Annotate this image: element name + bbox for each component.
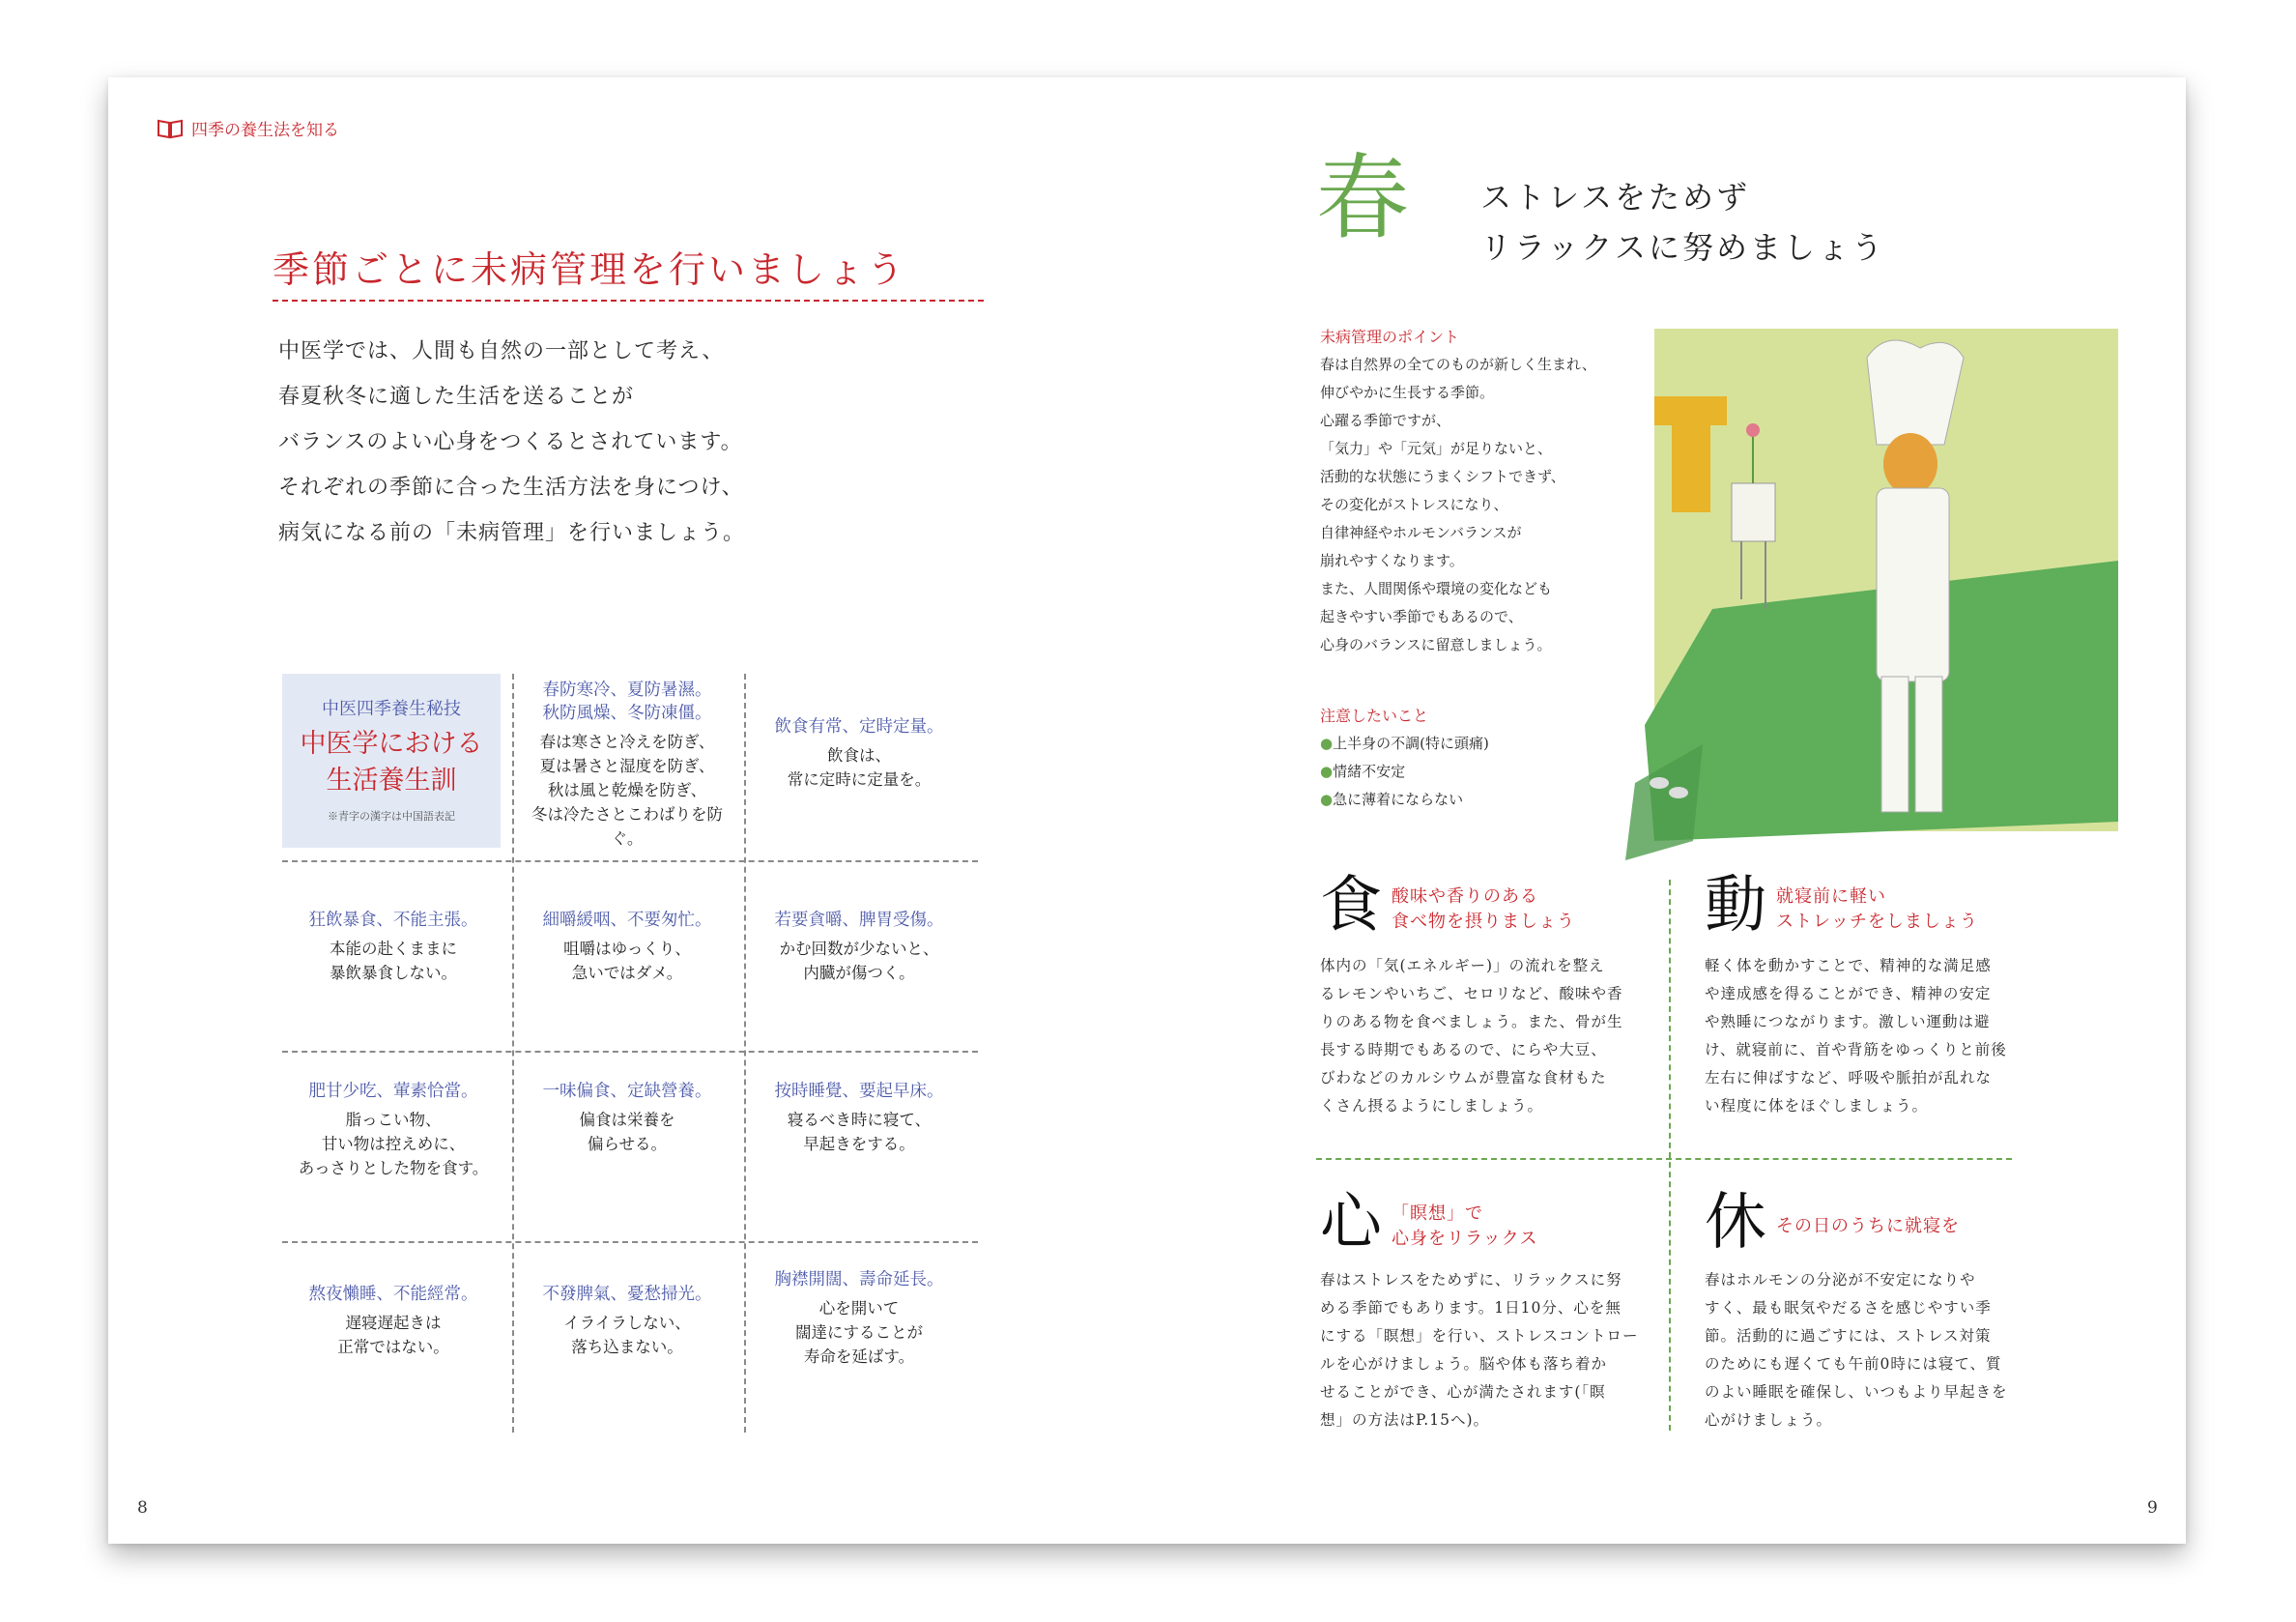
section-body-line: 長する時期でもあるので、にらや大豆、 (1320, 1041, 1607, 1058)
point-heading: 未病管理のポイント (1320, 328, 1460, 346)
section-body-line: くさん摂るようにしましょう。 (1320, 1097, 1544, 1115)
precept-chinese-line: 按時睡覺、要起早床。 (774, 1082, 944, 1101)
section-body-line: 春はストレスをためずに、リラックスに努 (1320, 1271, 1622, 1289)
precept-line: 闊達にすることが (795, 1323, 923, 1342)
section-body-line: める季節でもあります。1日10分、心を無 (1320, 1299, 1622, 1317)
section-body (1320, 952, 1658, 1120)
page-number: 9 (2147, 1498, 2158, 1518)
caution-item (1320, 758, 1610, 786)
section-heading (1392, 1202, 1537, 1252)
intro-line: 病気になる前の「未病管理」を行いましょう。 (278, 521, 746, 545)
precept-chinese (748, 909, 970, 932)
point-line: 心躍る季節ですが、 (1320, 412, 1451, 429)
section-body-line: 想」の方法はP.15へ)。 (1320, 1411, 1489, 1429)
precept-line: 秋は風と乾燥を防ぎ、 (547, 781, 707, 799)
section-body-line: 心がけましょう。 (1705, 1411, 1833, 1429)
precept-japanese (748, 937, 970, 985)
precept-line: 本能の赴くままに (330, 940, 457, 958)
caution-item-text: 上半身の不調(特に頭痛) (1333, 735, 1489, 752)
caution-heading: 注意したいこと (1320, 707, 1429, 725)
precept-japanese (516, 730, 738, 851)
precept-chinese (282, 1080, 504, 1103)
precept-line: 甘い物は控えめに、 (321, 1135, 466, 1153)
section-heading (1776, 884, 1978, 935)
precept-chinese-line: 熬夜懶睡、不能經常。 (308, 1285, 478, 1304)
section-kanji: 休 (1705, 1187, 1766, 1259)
precept-japanese (516, 937, 738, 985)
precept-line: 偏らせる。 (587, 1135, 667, 1153)
section-body-line: 体内の「気(エネルギー)」の流れを整え (1320, 957, 1605, 974)
precept-chinese-line: 肥甘少吃、葷素恰當。 (308, 1082, 478, 1101)
precept-line: 遅寝遅起きは (345, 1314, 442, 1332)
section-body (1320, 1266, 1658, 1434)
section-body-line: け、就寝前に、首や背筋をゆっくりと前後 (1705, 1041, 2007, 1058)
point-line: 崩れやすくなります。 (1320, 552, 1464, 569)
grid-divider (282, 1051, 978, 1053)
season-headline-line: ストレスをためず (1480, 179, 1751, 216)
section-body (1705, 1266, 2043, 1434)
precepts-note: ※青字の漢字は中国語表記 (328, 810, 455, 823)
section-heading (1392, 884, 1575, 935)
section-label: 四季の養生法を知る (191, 121, 339, 140)
intro-paragraph (278, 329, 955, 556)
precept-line: 偏食は栄養を (579, 1111, 675, 1129)
precept-cell (516, 909, 738, 985)
precept-chinese (516, 1080, 738, 1103)
precept-chinese-line: 若要貪嚼、脾胃受傷。 (774, 911, 944, 930)
section-body-line: のためにも遅くても午前0時には寝て、質 (1705, 1355, 2002, 1373)
caution-item (1320, 786, 1610, 814)
precept-cell (516, 1080, 738, 1156)
precepts-subtitle: 中医四季養生秘技 (322, 699, 461, 719)
precept-chinese (516, 909, 738, 932)
precept-cell (748, 1080, 970, 1156)
section-heading-line: ストレッチをしましょう (1776, 912, 1978, 932)
section-body-line: や熟睡につながります。激しい運動は避 (1705, 1013, 1991, 1030)
precept-chinese (748, 715, 970, 739)
intro-line: 春夏秋冬に適した生活を送ることが (278, 385, 635, 409)
precept-chinese (516, 679, 738, 725)
precepts-title-box (282, 674, 501, 848)
precept-chinese-line: 飲食有常、定時定量。 (774, 717, 944, 737)
section-heading (1776, 1214, 1960, 1239)
precept-line: 心を開いて (818, 1299, 900, 1318)
point-line: 「気力」や「元気」が足りないと、 (1320, 440, 1553, 457)
section-body-line: りのある物を食べましょう。また、骨が生 (1320, 1013, 1623, 1030)
title-divider (273, 300, 984, 302)
precept-chinese-line: 胸襟開闊、壽命延長。 (774, 1270, 944, 1289)
precepts-title-line: 中医学における (300, 729, 483, 759)
grid-divider (744, 674, 746, 1433)
point-line: 自律神経やホルモンバランスが (1320, 524, 1522, 541)
precept-japanese (748, 1108, 970, 1156)
section-body (1705, 952, 2043, 1120)
bullet-icon: ● (1320, 791, 1334, 808)
precept-japanese (516, 1311, 738, 1359)
section-header (157, 116, 339, 140)
bullet-icon: ● (1320, 735, 1334, 752)
grid-divider (282, 1241, 978, 1243)
point-line: その変化がストレスになり、 (1320, 496, 1508, 513)
page-number: 8 (137, 1498, 148, 1518)
precept-line: 寝るべき時に寝て、 (787, 1111, 932, 1129)
section-kanji: 食 (1320, 870, 1382, 941)
section-body-line: のよい睡眠を確保し、いつもより早起きを (1705, 1383, 2008, 1401)
section-divider (1316, 1158, 2012, 1160)
section-body-line: びわなどのカルシウムが豊富な食材もた (1320, 1069, 1607, 1086)
grid-divider (512, 674, 514, 1433)
section-body-line: 節。活動的に過ごすには、ストレス対策 (1705, 1327, 1992, 1345)
grid-divider (282, 860, 978, 862)
precept-chinese-line: 春防寒冷、夏防暑濕。 (542, 681, 712, 700)
precept-line: あっさりとした物を食す。 (298, 1159, 489, 1177)
precept-line: 春は寒さと冷えを防ぎ、 (539, 733, 715, 751)
precepts-title-line: 生活養生訓 (326, 766, 457, 796)
precept-chinese (282, 1283, 504, 1306)
section-body-line: ルを心がけましょう。脳や体も落ち着か (1320, 1355, 1608, 1373)
season-headline (1480, 172, 1885, 273)
precept-cell (282, 1283, 504, 1359)
precept-line: 急いではダメ。 (571, 964, 683, 982)
section-heading-line: その日のうちに就寝を (1776, 1216, 1960, 1236)
section-heading-line: 食べ物を摂りましょう (1392, 912, 1575, 932)
precept-cell (282, 909, 504, 985)
point-line: また、人間関係や環境の変化なども (1320, 580, 1553, 597)
section-body-line: い程度に体をほぐしましょう。 (1705, 1097, 1929, 1115)
precept-line: 早起きをする。 (803, 1135, 915, 1153)
precept-chinese-line: 細嚼緩咽、不要匆忙。 (542, 911, 712, 930)
caution-item-text: 情緒不安定 (1333, 763, 1406, 780)
bullet-icon: ● (1320, 763, 1334, 780)
precept-japanese (748, 1296, 970, 1369)
point-line: 心身のバランスに留意しましょう。 (1320, 636, 1552, 653)
precept-chinese-line: 狂飲暴食、不能主張。 (308, 911, 478, 930)
season-headline-line: リラックスに努めましょう (1480, 229, 1886, 266)
precept-line: 暴飲暴食しない。 (330, 964, 457, 982)
section-body-line: にする「瞑想」を行い、ストレスコントロー (1320, 1327, 1639, 1345)
precept-chinese-line: 不發脾氣、憂愁掃光。 (542, 1285, 712, 1304)
precepts-title (282, 726, 501, 799)
precept-line: 正常ではない。 (337, 1338, 449, 1356)
point-line: 春は自然界の全てのものが新しく生まれ、 (1320, 356, 1596, 373)
precept-chinese (748, 1268, 970, 1291)
precept-chinese-line: 秋防風燥、冬防凍僵。 (542, 704, 712, 723)
precept-line: 落ち込まない。 (571, 1338, 683, 1356)
book-icon (157, 118, 184, 139)
precept-cell (748, 715, 970, 792)
section-kanji: 心 (1320, 1187, 1382, 1259)
spring-stretch-illustration (1587, 319, 2172, 889)
precept-line: 飲食は、 (827, 746, 891, 765)
season-kanji: 春 (1316, 144, 1409, 252)
point-paragraph (1320, 351, 1649, 659)
precept-japanese (282, 1108, 504, 1180)
precept-line: 脂っこい物、 (345, 1111, 442, 1129)
precept-japanese (748, 743, 970, 792)
section-body-line: や達成感を得ることができ、精神の安定 (1705, 985, 1992, 1002)
section-body-line: 軽く体を動かすことで、精神的な満足感 (1705, 957, 1992, 974)
section-body-line: すく、最も眠気やだるさを感じやすい季 (1705, 1299, 1992, 1317)
precept-line: 夏は暑さと湿度を防ぎ、 (539, 757, 715, 775)
precept-line: 咀嚼はゆっくり、 (563, 940, 691, 958)
point-line: 伸びやかに生長する季節。 (1320, 384, 1495, 401)
point-line: 起きやすい季節でもあるので、 (1320, 608, 1523, 625)
precept-line: 常に定時に定量を。 (787, 770, 932, 789)
section-body-line: 左右に伸ばすなど、呼吸や脈拍が乱れな (1705, 1069, 1993, 1086)
precept-line: 内臓が傷つく。 (803, 964, 915, 982)
intro-line: 中医学では、人間も自然の一部として考え、 (278, 339, 725, 363)
precept-line: 冬は冷たさとこわばりを防ぐ。 (531, 805, 723, 848)
precept-japanese (282, 937, 504, 985)
precept-chinese (748, 1080, 970, 1103)
magazine-spread (108, 77, 2186, 1544)
page-title: 季節ごとに未病管理を行いましょう (273, 248, 907, 291)
section-body-line: るレモンやいちご、セロリなど、酸味や香 (1320, 985, 1623, 1002)
precept-cell (516, 679, 738, 851)
precept-japanese (282, 1311, 504, 1359)
section-body-line: 春はホルモンの分泌が不安定になりや (1705, 1271, 1976, 1289)
precept-cell (748, 909, 970, 985)
precept-chinese (282, 909, 504, 932)
section-heading-line: 「瞑想」で (1392, 1203, 1483, 1224)
point-line: 活動的な状態にうまくシフトできず、 (1320, 468, 1565, 485)
section-kanji: 動 (1705, 870, 1766, 941)
caution-item-text: 急に薄着にならない (1333, 791, 1464, 808)
precept-chinese-line: 一味偏食、定缺營養。 (542, 1082, 712, 1101)
precept-cell (282, 1080, 504, 1180)
section-divider (1669, 880, 1671, 1431)
precept-japanese (516, 1108, 738, 1156)
section-body-line: せることができ、心が満たされます(「瞑 (1320, 1383, 1606, 1401)
precept-cell (748, 1268, 970, 1369)
precept-line: かむ回数が少ないと、 (779, 940, 939, 958)
section-heading-line: 就寝前に軽い (1776, 886, 1886, 907)
precept-chinese (516, 1283, 738, 1306)
intro-line: バランスのよい心身をつくるとされています。 (278, 430, 743, 454)
caution-item (1320, 730, 1610, 758)
intro-line: それぞれの季節に合った生活方法を身につけ、 (278, 476, 744, 500)
precept-cell (516, 1283, 738, 1359)
section-heading-line: 酸味や香りのある (1392, 886, 1538, 907)
precept-line: イライラしない、 (563, 1314, 691, 1332)
section-heading-line: 心身をリラックス (1392, 1229, 1538, 1249)
precept-line: 寿命を延ばす。 (803, 1347, 915, 1366)
